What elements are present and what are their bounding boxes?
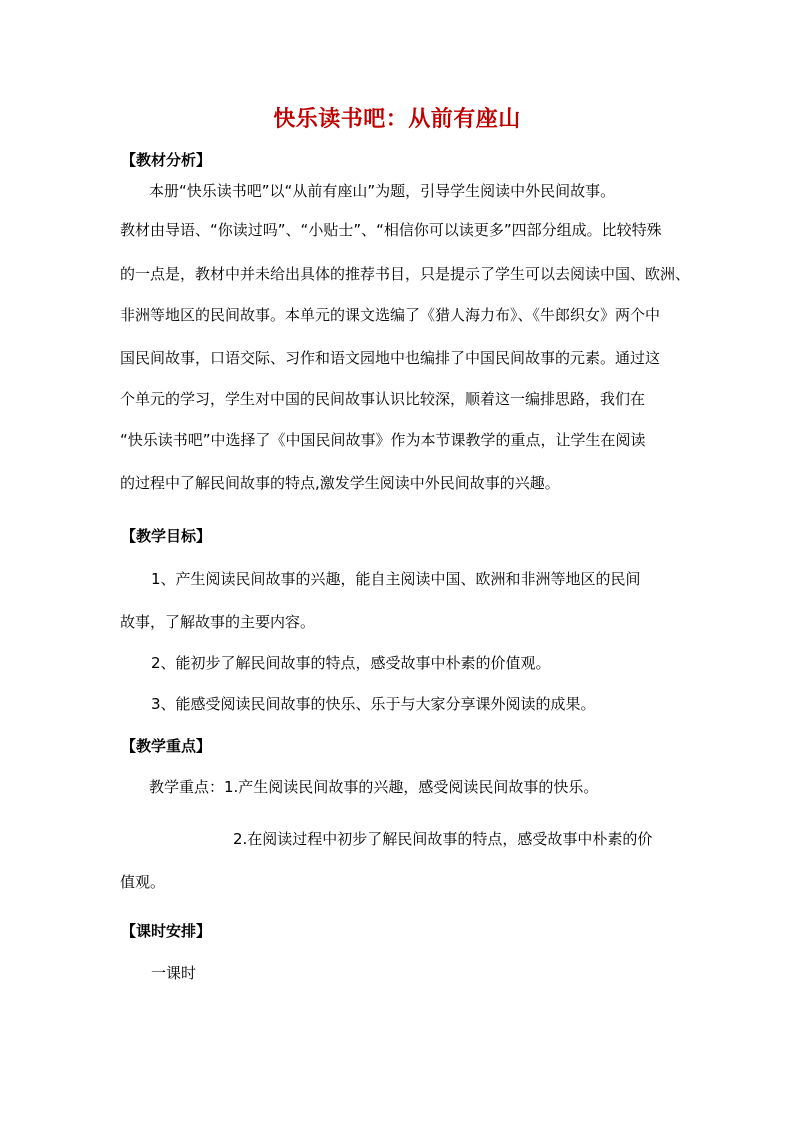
section-heading-goals: 【教学目标】 bbox=[121, 527, 212, 545]
analysis-line-8: 的过程中了解民间故事的特点,激发学生阅读中外民间故事的兴趣。 bbox=[120, 474, 560, 492]
section-heading-focus: 【教学重点】 bbox=[121, 737, 212, 755]
goal-line-1: 1、产生阅读民间故事的兴趣，能自主阅读中国、欧洲和非洲等地区的民间 bbox=[151, 570, 641, 588]
document-title: 快乐读书吧：从前有座山 bbox=[273, 107, 521, 132]
schedule-line-1: 一课时 bbox=[151, 964, 197, 982]
goal-line-3: 2、能初步了解民间故事的特点，感受故事中朴素的价值观。 bbox=[151, 654, 551, 672]
focus-line-1: 教学重点：1.产生阅读民间故事的兴趣，感受阅读民间故事的快乐。 bbox=[149, 778, 599, 796]
analysis-line-5: 国民间故事，口语交际、习作和语文园地中也编排了中国民间故事的元素。通过这 bbox=[120, 349, 661, 367]
focus-line-3: 值观。 bbox=[120, 873, 166, 891]
analysis-line-7: “快乐读书吧”中选择了《中国民间故事》作为本节课教学的重点，让学生在阅读 bbox=[120, 431, 646, 449]
analysis-line-4: 非洲等地区的民间故事。本单元的课文选编了《猎人海力布》、《牛郎织女》两个中 bbox=[120, 306, 661, 324]
goal-line-4: 3、能感受阅读民间故事的快乐、乐于与大家分享课外阅读的成果。 bbox=[151, 695, 596, 713]
analysis-line-1: 本册“快乐读书吧”以“从前有座山”为题，引导学生阅读中外民间故事。 bbox=[149, 182, 616, 200]
analysis-line-6: 个单元的学习，学生对中国的民间故事认识比较深，顺着这一编排思路，我们在 bbox=[120, 390, 646, 408]
analysis-line-3: 的一点是，教材中并未给出具体的推荐书目，只是提示了学生可以去阅读中国、欧洲、 bbox=[120, 265, 691, 283]
section-heading-schedule: 【课时安排】 bbox=[121, 922, 212, 940]
analysis-line-2: 教材由导语、“你读过吗”、“小贴士”、“相信你可以读更多”四部分组成。比较特殊 bbox=[120, 221, 662, 239]
section-heading-analysis: 【教材分析】 bbox=[121, 151, 212, 169]
goal-line-2: 故事，了解故事的主要内容。 bbox=[120, 613, 316, 631]
focus-line-2: 2.在阅读过程中初步了解民间故事的特点，感受故事中朴素的价 bbox=[233, 830, 653, 848]
